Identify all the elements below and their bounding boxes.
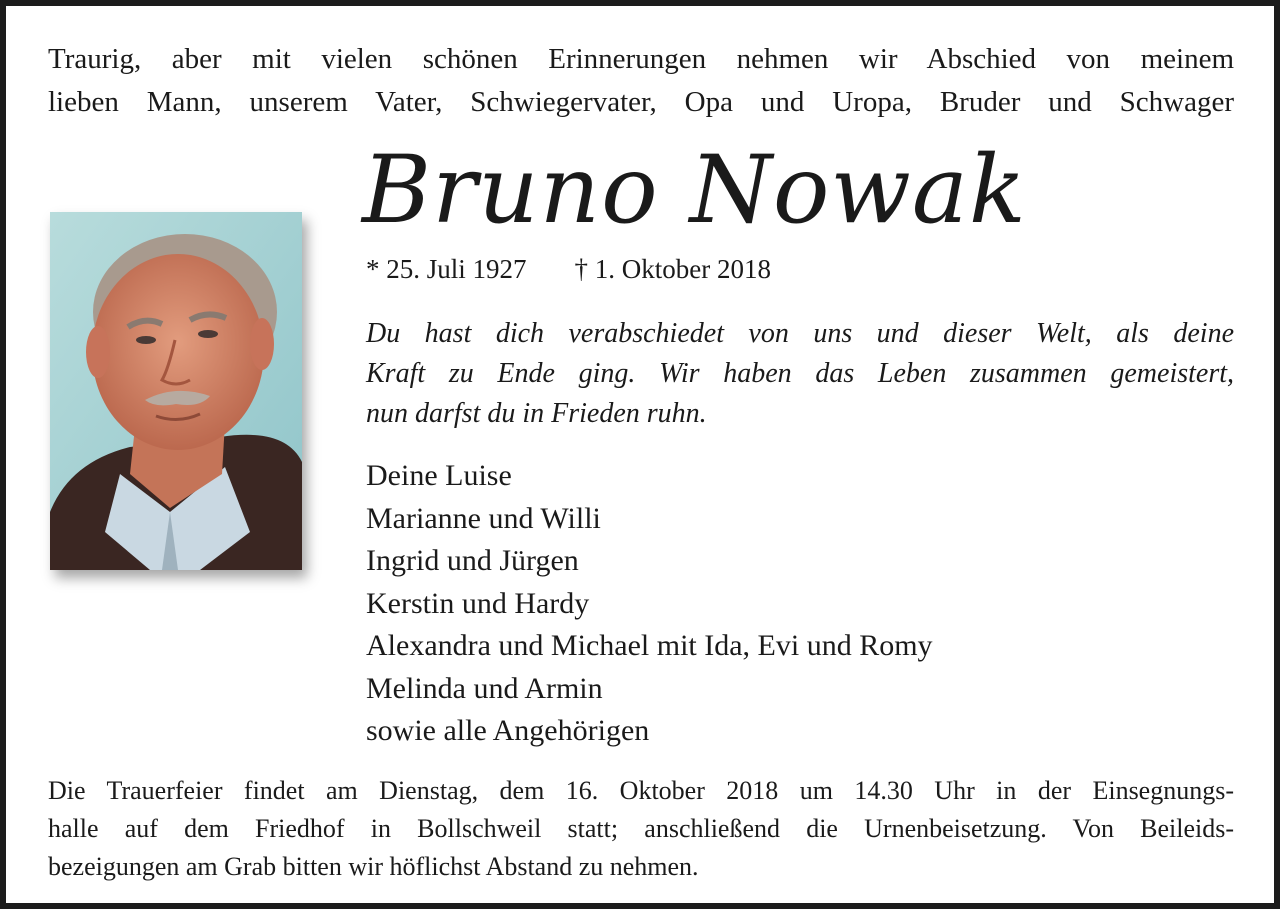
funeral-service-info: [48, 772, 1234, 886]
intro-line: Traurig, aber mit vielen schönen Erinnerungen nehmen wir Abschied von meinem: [48, 43, 1234, 75]
death-date: † 1. Oktober 2018: [574, 254, 771, 284]
family-member: Deine Luise: [366, 459, 512, 492]
verse-line: Du hast dich verabschiedet von uns und dieser Welt, als deine: [366, 318, 1234, 349]
birth-date: * 25. Juli 1927: [366, 254, 527, 284]
portrait-photo: [50, 212, 302, 570]
life-dates: [366, 252, 771, 286]
family-member: Marianne und Willi: [366, 501, 601, 535]
service-line: Die Trauerfeier findet am Dienstag, dem 16. Oktober 2018 um 14.30 Uhr in der Einsegnungs-: [48, 776, 1234, 805]
family-member: Alexandra und Michael mit Ida, Evi und Romy: [366, 629, 933, 662]
intro-text: [48, 38, 1234, 124]
service-line: halle auf dem Friedhof in Bollschweil statt; anschließend die Urnenbeisetzung. Von Beileids-: [48, 814, 1234, 843]
verse-line: nun darfst du in Frieden ruhn.: [366, 398, 707, 429]
deceased-name: [350, 140, 1050, 260]
family-list: [366, 455, 933, 753]
family-member: Melinda und Armin: [366, 671, 603, 705]
service-line: bezeigungen am Grab bitten wir höflichst Abstand zu nehmen.: [48, 852, 699, 881]
portrait-illustration: [50, 212, 302, 570]
verse-line: Kraft zu Ende ging. Wir haben das Leben zusammen gemeistert,: [366, 358, 1234, 389]
family-member: sowie alle Angehörigen: [366, 714, 650, 747]
memorial-verse: [366, 314, 1234, 434]
deceased-name-text: Bruno Nowak: [362, 140, 1027, 245]
intro-line: lieben Mann, unserem Vater, Schwiegervater, Opa und Uropa, Bruder und Schwager: [48, 86, 1234, 118]
family-member: Kerstin und Hardy: [366, 586, 590, 620]
family-member: Ingrid und Jürgen: [366, 544, 579, 577]
